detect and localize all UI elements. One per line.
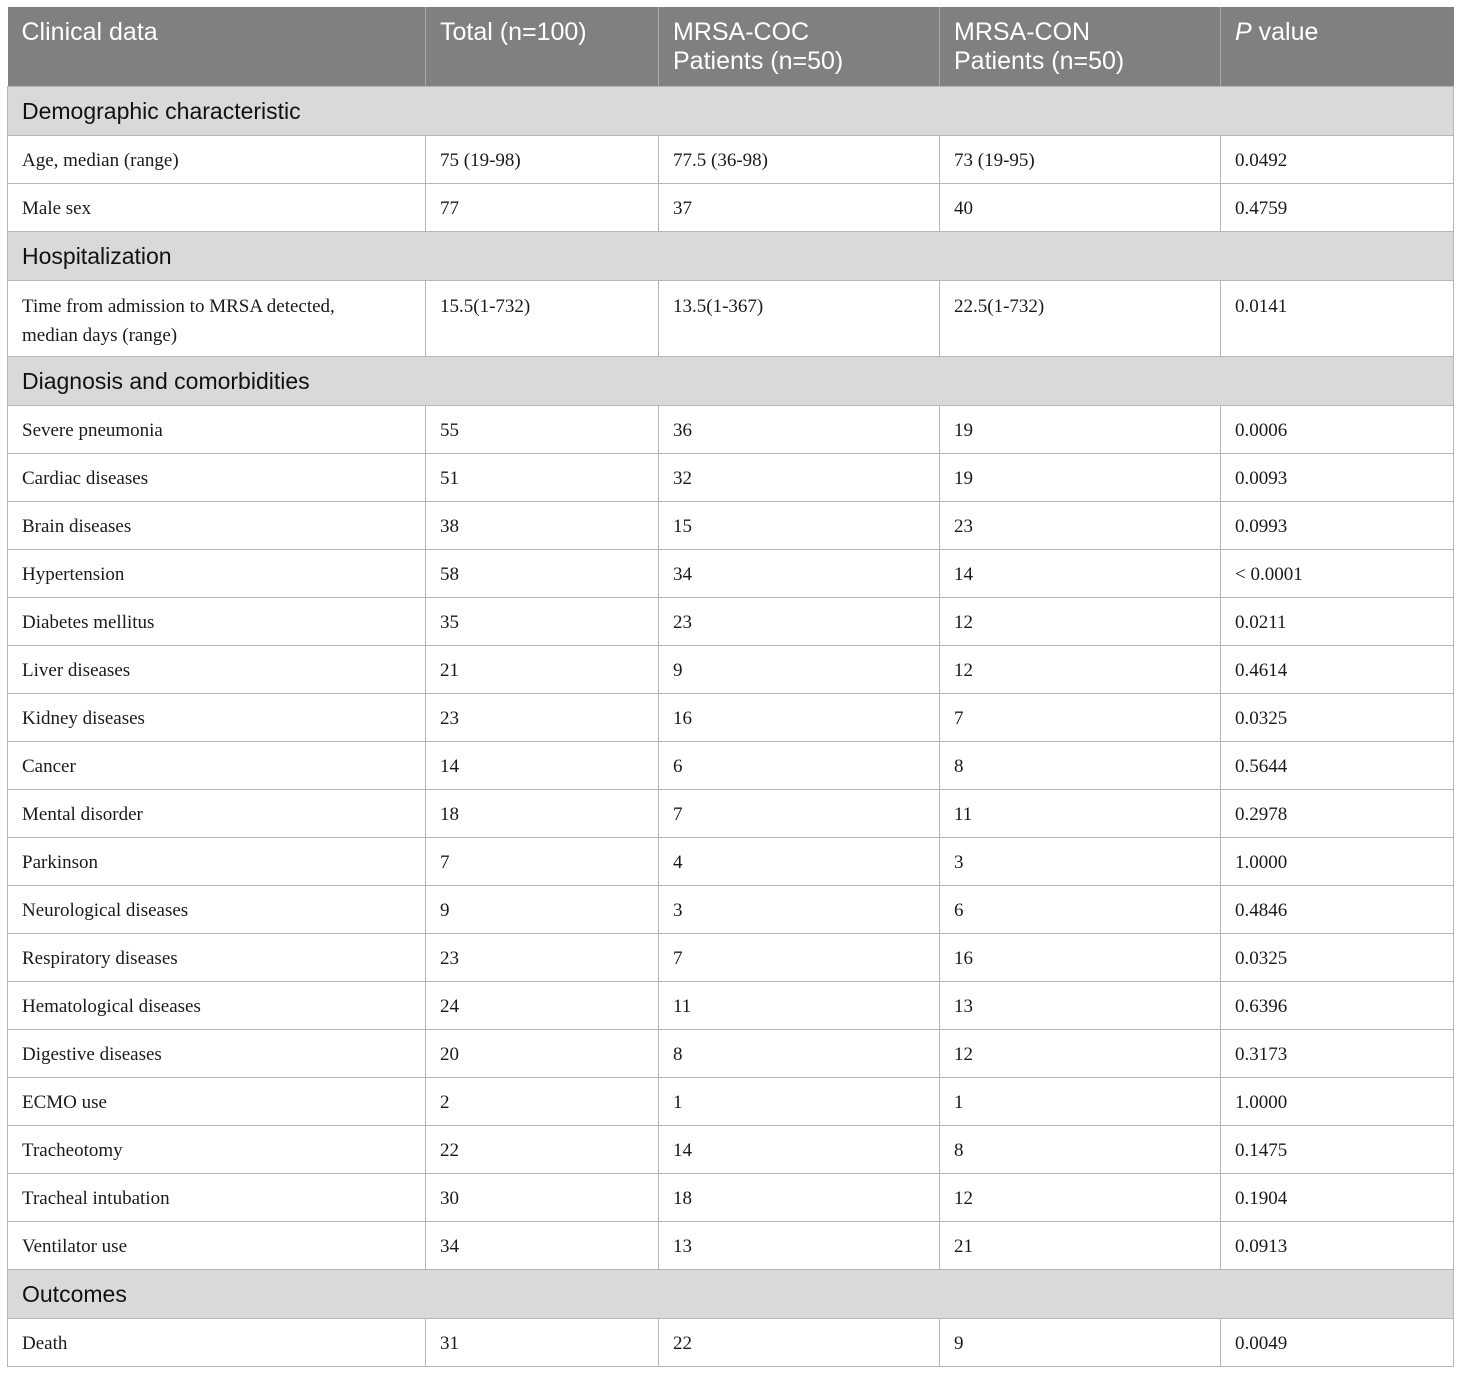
cell-total: 34: [426, 1222, 659, 1270]
cell-total: 51: [426, 454, 659, 502]
cell-p-value: 0.0993: [1221, 502, 1454, 550]
cell-total: 75 (19-98): [426, 136, 659, 184]
cell-mrsa-con: 22.5(1-732): [940, 281, 1221, 357]
cell-total: 23: [426, 934, 659, 982]
cell-mrsa-con: 13: [940, 982, 1221, 1030]
cell-mrsa-coc: 34: [659, 550, 940, 598]
cell-mrsa-coc: 11: [659, 982, 940, 1030]
cell-total: 21: [426, 646, 659, 694]
row-label: Parkinson: [8, 838, 426, 886]
cell-mrsa-coc: 13.5(1-367): [659, 281, 940, 357]
cell-p-value: 0.6396: [1221, 982, 1454, 1030]
cell-mrsa-con: 8: [940, 742, 1221, 790]
table-row: [8, 982, 1454, 1030]
cell-total: 18: [426, 790, 659, 838]
cell-mrsa-coc: 3: [659, 886, 940, 934]
table-header: [8, 7, 1454, 87]
cell-mrsa-con: 9: [940, 1319, 1221, 1367]
cell-p-value: 0.0913: [1221, 1222, 1454, 1270]
row-label: Digestive diseases: [8, 1030, 426, 1078]
cell-mrsa-con: 12: [940, 1030, 1221, 1078]
cell-mrsa-coc: 7: [659, 790, 940, 838]
cell-p-value: 0.0492: [1221, 136, 1454, 184]
table-row: [8, 1222, 1454, 1270]
row-label: Male sex: [8, 184, 426, 232]
row-label: Liver diseases: [8, 646, 426, 694]
row-label: Ventilator use: [8, 1222, 426, 1270]
cell-p-value: 0.0141: [1221, 281, 1454, 357]
row-label: Hypertension: [8, 550, 426, 598]
header-total: [426, 7, 659, 87]
cell-p-value: 0.1904: [1221, 1174, 1454, 1222]
header-p-italic: P: [1235, 18, 1252, 46]
row-label: Severe pneumonia: [8, 406, 426, 454]
table-row: [8, 742, 1454, 790]
cell-total: 31: [426, 1319, 659, 1367]
table-row: [8, 1126, 1454, 1174]
cell-p-value: 0.0325: [1221, 694, 1454, 742]
row-label: Age, median (range): [8, 136, 426, 184]
cell-mrsa-coc: 14: [659, 1126, 940, 1174]
table-row: [8, 598, 1454, 646]
cell-p-value: 0.0211: [1221, 598, 1454, 646]
cell-mrsa-con: 19: [940, 454, 1221, 502]
row-label: Kidney diseases: [8, 694, 426, 742]
cell-p-value: 0.3173: [1221, 1030, 1454, 1078]
cell-mrsa-coc: 7: [659, 934, 940, 982]
table-row: [8, 136, 1454, 184]
table-body: [8, 87, 1454, 1367]
cell-mrsa-con: 19: [940, 406, 1221, 454]
cell-mrsa-con: 1: [940, 1078, 1221, 1126]
cell-p-value: 1.0000: [1221, 838, 1454, 886]
cell-p-value: 0.0049: [1221, 1319, 1454, 1367]
row-label: Tracheotomy: [8, 1126, 426, 1174]
cell-total: 30: [426, 1174, 659, 1222]
cell-mrsa-coc: 16: [659, 694, 940, 742]
cell-total: 7: [426, 838, 659, 886]
cell-mrsa-con: 21: [940, 1222, 1221, 1270]
clinical-data-table: [7, 7, 1454, 1367]
cell-mrsa-con: 73 (19-95): [940, 136, 1221, 184]
row-label-line1: Time from admission to MRSA detected,: [22, 296, 335, 317]
cell-mrsa-con: 12: [940, 598, 1221, 646]
section-row-hospitalization: [8, 232, 1454, 281]
row-label: Diabetes mellitus: [8, 598, 426, 646]
row-label: Neurological diseases: [8, 886, 426, 934]
header-label: Total (n=100): [440, 18, 587, 46]
table-row: [8, 694, 1454, 742]
cell-total: 55: [426, 406, 659, 454]
cell-p-value: 0.2978: [1221, 790, 1454, 838]
row-label: Mental disorder: [8, 790, 426, 838]
cell-mrsa-coc: 32: [659, 454, 940, 502]
header-label: Clinical data: [21, 18, 158, 46]
row-label: Tracheal intubation: [8, 1174, 426, 1222]
cell-total: 22: [426, 1126, 659, 1174]
cell-mrsa-con: 3: [940, 838, 1221, 886]
header-mrsa-con: [940, 7, 1221, 87]
cell-mrsa-coc: 6: [659, 742, 940, 790]
table-row: [8, 886, 1454, 934]
table-row: [8, 790, 1454, 838]
cell-total: 35: [426, 598, 659, 646]
cell-p-value: 0.4614: [1221, 646, 1454, 694]
section-row-outcomes: [8, 1270, 1454, 1319]
row-label: Brain diseases: [8, 502, 426, 550]
cell-mrsa-coc: 37: [659, 184, 940, 232]
table-row: [8, 281, 1454, 357]
cell-mrsa-con: 7: [940, 694, 1221, 742]
cell-mrsa-coc: 13: [659, 1222, 940, 1270]
table-row: [8, 646, 1454, 694]
cell-p-value: 0.4759: [1221, 184, 1454, 232]
cell-mrsa-con: 8: [940, 1126, 1221, 1174]
cell-mrsa-coc: 36: [659, 406, 940, 454]
cell-mrsa-coc: 9: [659, 646, 940, 694]
header-label-line1: MRSA-COC: [673, 18, 810, 46]
cell-mrsa-con: 12: [940, 1174, 1221, 1222]
cell-mrsa-con: 23: [940, 502, 1221, 550]
row-label: Death: [8, 1319, 426, 1367]
header-label-line2: Patients (n=50): [673, 47, 844, 75]
cell-p-value: 0.0325: [1221, 934, 1454, 982]
table-row: [8, 1319, 1454, 1367]
row-label: Respiratory diseases: [8, 934, 426, 982]
row-label: Cardiac diseases: [8, 454, 426, 502]
section-title: Outcomes: [8, 1270, 1454, 1319]
cell-p-value: 0.0093: [1221, 454, 1454, 502]
header-label-line1: MRSA-CON: [954, 18, 1091, 46]
cell-mrsa-coc: 77.5 (36-98): [659, 136, 940, 184]
table-row: [8, 934, 1454, 982]
section-title: Diagnosis and comorbidities: [8, 357, 1454, 406]
cell-p-value: < 0.0001: [1221, 550, 1454, 598]
cell-total: 15.5(1-732): [426, 281, 659, 357]
row-label-line2: median days (range): [22, 325, 178, 346]
section-row-demographic: [8, 87, 1454, 136]
cell-total: 9: [426, 886, 659, 934]
cell-p-value: 1.0000: [1221, 1078, 1454, 1126]
section-row-diagnosis: [8, 357, 1454, 406]
cell-mrsa-con: 16: [940, 934, 1221, 982]
cell-p-value: 0.4846: [1221, 886, 1454, 934]
table-row: [8, 454, 1454, 502]
cell-mrsa-con: 6: [940, 886, 1221, 934]
table-row: [8, 1030, 1454, 1078]
cell-mrsa-con: 40: [940, 184, 1221, 232]
header-label: value: [1251, 18, 1319, 46]
header-clinical-data: [8, 7, 426, 87]
header-row: [8, 7, 1454, 87]
table-row: [8, 502, 1454, 550]
row-label: Cancer: [8, 742, 426, 790]
cell-mrsa-coc: 15: [659, 502, 940, 550]
table-row: [8, 838, 1454, 886]
cell-total: 14: [426, 742, 659, 790]
header-label-line2: Patients (n=50): [954, 47, 1125, 75]
cell-total: 23: [426, 694, 659, 742]
cell-mrsa-coc: 4: [659, 838, 940, 886]
cell-mrsa-coc: 18: [659, 1174, 940, 1222]
table-row: [8, 406, 1454, 454]
section-title: Hospitalization: [8, 232, 1454, 281]
header-mrsa-coc: [659, 7, 940, 87]
cell-mrsa-con: 12: [940, 646, 1221, 694]
cell-mrsa-con: 11: [940, 790, 1221, 838]
row-label: Hematological diseases: [8, 982, 426, 1030]
table-row: [8, 1078, 1454, 1126]
cell-total: 24: [426, 982, 659, 1030]
header-p-value: [1221, 7, 1454, 87]
table-row: [8, 184, 1454, 232]
table-row: [8, 1174, 1454, 1222]
cell-mrsa-coc: 22: [659, 1319, 940, 1367]
cell-total: 2: [426, 1078, 659, 1126]
cell-mrsa-con: 14: [940, 550, 1221, 598]
cell-total: 77: [426, 184, 659, 232]
cell-mrsa-coc: 23: [659, 598, 940, 646]
cell-total: 58: [426, 550, 659, 598]
row-label: ECMO use: [8, 1078, 426, 1126]
table-row: [8, 550, 1454, 598]
cell-p-value: 0.0006: [1221, 406, 1454, 454]
cell-mrsa-coc: 1: [659, 1078, 940, 1126]
cell-p-value: 0.5644: [1221, 742, 1454, 790]
cell-total: 20: [426, 1030, 659, 1078]
cell-p-value: 0.1475: [1221, 1126, 1454, 1174]
section-title: Demographic characteristic: [8, 87, 1454, 136]
row-label: [8, 281, 426, 357]
cell-total: 38: [426, 502, 659, 550]
cell-mrsa-coc: 8: [659, 1030, 940, 1078]
